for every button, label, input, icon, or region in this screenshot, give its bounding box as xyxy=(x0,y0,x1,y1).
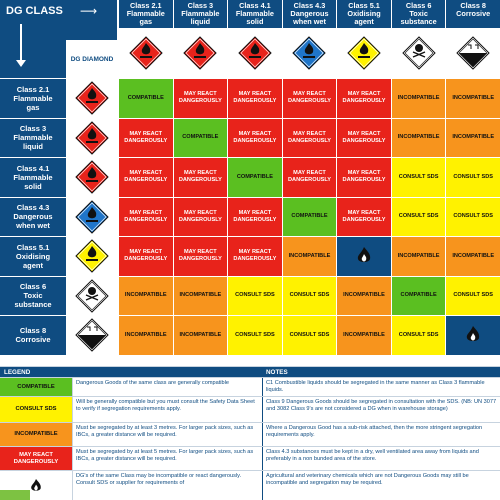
matrix-cell-label: MAY REACT DANGEROUSLY xyxy=(178,170,222,184)
row-placard xyxy=(66,79,118,118)
toxic-substance-placard-icon xyxy=(402,36,436,70)
matrix-cell xyxy=(118,118,173,158)
header-text-line: solid xyxy=(246,17,264,26)
matrix-cell xyxy=(173,236,228,276)
header-text-line: gas xyxy=(139,17,153,26)
matrix-cell xyxy=(227,197,282,237)
legend-row xyxy=(0,470,500,500)
toxic-substance-placard-icon xyxy=(75,279,109,313)
flame-icon xyxy=(355,246,373,266)
matrix-cell xyxy=(445,276,500,316)
matrix-cell-label: CONSULT SDS xyxy=(453,173,494,180)
column-title xyxy=(337,0,391,28)
legend-row xyxy=(0,422,500,446)
row-placard xyxy=(66,316,118,355)
matrix-cell-label: MAY REACT DANGEROUSLY xyxy=(124,170,168,184)
flame-icon xyxy=(29,478,43,494)
row-header xyxy=(0,118,118,158)
legend-heading: LEGEND xyxy=(4,369,31,376)
header-text-line: agent xyxy=(22,260,43,270)
matrix-cell-label: CONSULT SDS xyxy=(235,331,275,338)
row-title xyxy=(0,237,66,276)
flammable-solid-placard-icon xyxy=(75,160,109,194)
header-text-line: Class 5.1 xyxy=(348,1,380,10)
matrix-cell-label: INCOMPATIBLE xyxy=(124,292,167,299)
header-text-line: Class 5.1 xyxy=(16,242,50,252)
arrow-down-icon xyxy=(20,24,22,62)
matrix-cell xyxy=(118,197,173,237)
dg-class-heading: DG CLASS xyxy=(6,5,63,17)
matrix-cell xyxy=(173,315,228,355)
matrix-cell xyxy=(391,276,446,316)
matrix-cell xyxy=(391,78,446,118)
row-title xyxy=(0,79,66,118)
matrix-cell-label: INCOMPATIBLE xyxy=(452,252,495,259)
flammable-solid-placard-icon xyxy=(238,36,272,70)
header-text-line: Dangerous xyxy=(13,212,53,222)
matrix-cell-label: MAY REACT DANGEROUSLY xyxy=(178,209,222,223)
flame-icon xyxy=(464,325,482,345)
legend-note: Where a Dangerous Good has a sub-risk attached, then the more stringent segregation requirements apply. xyxy=(262,423,500,446)
footer-accent xyxy=(0,490,30,500)
header-text-line: Class 4.1 xyxy=(16,163,50,173)
matrix-cell xyxy=(336,78,391,118)
row-title-text xyxy=(16,243,50,270)
column-placard xyxy=(228,28,282,78)
matrix-cell xyxy=(227,157,282,197)
matrix-cell xyxy=(227,78,282,118)
matrix-cell-label: COMPATIBLE xyxy=(236,173,273,180)
matrix-cell xyxy=(173,276,228,316)
legend-row xyxy=(0,446,500,470)
header-text-line: liquid xyxy=(190,17,211,26)
header-text-line: Flammable xyxy=(13,172,53,182)
matrix-cell-label: CONSULT SDS xyxy=(398,331,439,338)
column-header xyxy=(445,0,500,78)
flammable-gas-placard-icon xyxy=(75,81,109,115)
row-header xyxy=(0,197,118,237)
matrix-cell xyxy=(227,236,282,276)
legend-key-label: CONSULT SDS xyxy=(15,406,57,412)
row-header xyxy=(0,276,118,316)
matrix-cell xyxy=(336,236,391,276)
dangerous-when-wet-placard-icon xyxy=(292,36,326,70)
header-text-line: Flammable xyxy=(235,9,274,18)
header-text-line: Class 6 xyxy=(405,1,432,10)
oxidising-agent-placard-icon xyxy=(347,36,381,70)
matrix-cell-label: COMPATIBLE xyxy=(182,134,219,141)
legend-note: Class 9 Dangerous Goods should be segregated in consultation with the SDS. (NB: UN 3077 and 3082 Class 9's are not considered a DG when in warehouse storage) xyxy=(262,397,500,422)
dangerous-when-wet-placard-icon xyxy=(75,200,109,234)
matrix-cell-label: CONSULT SDS xyxy=(398,173,439,180)
matrix-cell xyxy=(173,118,228,158)
header-text-line: Class 4.1 xyxy=(239,1,271,10)
matrix-cell-label: MAY REACT DANGEROUSLY xyxy=(287,91,331,105)
matrix-cell xyxy=(173,197,228,237)
header-text-line: liquid xyxy=(23,142,43,152)
matrix-cell-label: CONSULT SDS xyxy=(453,292,494,299)
header-text-line: Dangerous xyxy=(290,9,329,18)
matrix-cell xyxy=(391,118,446,158)
column-header xyxy=(336,0,391,78)
flammable-liquid-placard-icon xyxy=(183,36,217,70)
matrix-cell-label: INCOMPATIBLE xyxy=(452,94,495,101)
matrix-cell xyxy=(336,118,391,158)
matrix-cell xyxy=(445,315,500,355)
column-placard xyxy=(446,28,500,78)
matrix-cell-label: MAY REACT DANGEROUSLY xyxy=(124,249,168,263)
legend-key-label: INCOMPATIBLE xyxy=(14,431,58,437)
legend-key-label: MAY REACT DANGEROUSLY xyxy=(13,451,59,465)
matrix-cell xyxy=(118,78,173,118)
legend-key xyxy=(0,397,72,422)
row-placard xyxy=(66,119,118,158)
column-title xyxy=(283,0,337,28)
header-text-line: Flammable xyxy=(13,93,53,103)
matrix-cell xyxy=(336,157,391,197)
matrix-cell-label: MAY REACT DANGEROUSLY xyxy=(342,170,386,184)
column-placard xyxy=(392,28,446,78)
legend-key-label: COMPATIBLE xyxy=(17,383,55,390)
legend-description: Will be generally compatible but you must consult the Safety Data Sheet to verify if segregation requirements apply. xyxy=(72,397,260,422)
header-text-line: Class 2.1 xyxy=(129,1,162,10)
header-text-line: gas xyxy=(26,102,40,112)
matrix-cell-label: MAY REACT DANGEROUSLY xyxy=(287,130,331,144)
matrix-cell xyxy=(118,315,173,355)
row-title-text xyxy=(15,326,50,344)
matrix-cell-label: MAY REACT DANGEROUSLY xyxy=(233,130,277,144)
row-placard xyxy=(66,158,118,197)
matrix-cell xyxy=(391,197,446,237)
dg-diamond-heading: DG DIAMOND xyxy=(66,40,118,78)
matrix-cell xyxy=(282,315,337,355)
matrix-cell xyxy=(282,157,337,197)
header-text-line: Class 2.1 xyxy=(16,84,50,94)
legend-row xyxy=(0,377,500,396)
legend-description: DG's of the same Class may be incompatible or react dangerously. Consult SDS or supplier for requirements of xyxy=(72,471,260,500)
row-title-text xyxy=(14,282,51,309)
column-placard xyxy=(337,28,391,78)
legend-header-row xyxy=(0,366,500,377)
legend-description: Must be segregated by at least 3 metres. For larger pack sizes, such as IBCs, a greater distance will be required. xyxy=(72,423,260,446)
matrix-cell xyxy=(227,118,282,158)
matrix-cell-label: MAY REACT DANGEROUSLY xyxy=(342,130,386,144)
row-title-text xyxy=(13,124,52,151)
matrix-cell-label: MAY REACT DANGEROUSLY xyxy=(124,130,168,144)
header-text-line: Flammable xyxy=(181,9,220,18)
matrix-cell-label: MAY REACT DANGEROUSLY xyxy=(233,249,277,263)
legend-note: Agricultural and veterinary chemicals which are not Dangerous Goods may still be incompatible and segregation may be required. xyxy=(262,471,500,500)
matrix-cell-label: INCOMPATIBLE xyxy=(343,292,385,299)
matrix-cell xyxy=(173,157,228,197)
row-placard xyxy=(66,237,118,276)
matrix-cell xyxy=(282,236,337,276)
column-placard xyxy=(119,28,173,78)
header-text-line: Class 3 xyxy=(187,1,214,10)
row-header xyxy=(0,236,118,276)
matrix-cell-label: MAY REACT DANGEROUSLY xyxy=(287,170,331,184)
column-header xyxy=(282,0,337,78)
matrix-cell xyxy=(445,236,500,276)
oxidising-agent-placard-icon xyxy=(75,239,109,273)
header-text-line: Corrosive xyxy=(456,9,491,18)
flammable-liquid-placard-icon xyxy=(75,121,109,155)
row-title xyxy=(0,198,66,237)
legend-note: Class 4.3 substances must be kept in a dry, well ventilated area away from liquids and preferably in a non bunded area of the store. xyxy=(262,447,500,470)
legend-description: Must be segregated by at least 5 metres. For larger pack sizes, such as IBCs, a greater distance will be required. xyxy=(72,447,260,470)
matrix-cell xyxy=(445,118,500,158)
matrix-cell xyxy=(227,276,282,316)
legend-note: C1 Combustible liquids should be segregated in the same manner as Class 3 flammable liquids. xyxy=(262,378,500,396)
header-text-line: Oxidising xyxy=(347,9,381,18)
matrix-cell xyxy=(118,236,173,276)
header-text-line: Corrosive xyxy=(15,335,51,345)
matrix-cell xyxy=(173,78,228,118)
row-placard xyxy=(66,198,118,237)
corrosive-placard-icon xyxy=(75,318,109,352)
header-text-line: when wet xyxy=(16,221,50,231)
row-title xyxy=(0,158,66,197)
matrix-cell xyxy=(282,118,337,158)
header-text-line: Class 4.3 xyxy=(293,1,326,10)
row-placard xyxy=(66,277,118,316)
row-title xyxy=(0,277,66,316)
matrix-cell-label: CONSULT SDS xyxy=(235,292,275,299)
matrix-cell-label: INCOMPATIBLE xyxy=(124,331,167,338)
row-header xyxy=(0,315,118,355)
matrix-cell-label: COMPATIBLE xyxy=(400,292,437,299)
row-title xyxy=(0,316,66,355)
header-text-line: Flammable xyxy=(13,133,53,143)
matrix-cell-label: INCOMPATIBLE xyxy=(452,134,495,141)
matrix-cell xyxy=(391,315,446,355)
matrix-cell-label: CONSULT SDS xyxy=(289,331,330,338)
matrix-cell-label: MAY REACT DANGEROUSLY xyxy=(233,91,277,105)
row-title-text xyxy=(13,85,52,112)
matrix-cell xyxy=(336,276,391,316)
header-text-line: agent xyxy=(354,17,374,26)
header-text-line: Class 8 xyxy=(460,1,486,10)
matrix-cell-label: CONSULT SDS xyxy=(289,292,330,299)
header-text-line: Class 8 xyxy=(19,326,47,336)
legend-key xyxy=(0,378,72,396)
matrix-cell xyxy=(118,276,173,316)
legend-table xyxy=(0,366,500,500)
matrix-cell-label: MAY REACT DANGEROUSLY xyxy=(233,209,277,223)
header-text-line: Oxidising xyxy=(15,251,51,261)
matrix-cell-label: MAY REACT DANGEROUSLY xyxy=(342,209,386,223)
matrix-cell xyxy=(391,236,446,276)
matrix-cell xyxy=(282,78,337,118)
matrix-cell-label: INCOMPATIBLE xyxy=(397,252,440,259)
matrix-cell-label: INCOMPATIBLE xyxy=(288,252,331,259)
column-title xyxy=(174,0,228,28)
matrix-cell-label: COMPATIBLE xyxy=(291,213,328,220)
matrix-cell xyxy=(336,315,391,355)
matrix-cell-label: INCOMPATIBLE xyxy=(179,292,222,299)
header-text-line: substance xyxy=(400,17,437,26)
matrix-cell-label: INCOMPATIBLE xyxy=(179,331,222,338)
header-text-line: Toxic xyxy=(409,9,428,18)
column-title xyxy=(119,0,173,28)
matrix-cell-label: MAY REACT DANGEROUSLY xyxy=(178,91,222,105)
matrix-cell xyxy=(445,157,500,197)
column-placard xyxy=(174,28,228,78)
legend-key xyxy=(0,447,72,470)
matrix-cell xyxy=(118,157,173,197)
header-text-line: substance xyxy=(14,300,52,310)
matrix-cell xyxy=(391,157,446,197)
column-title xyxy=(446,0,500,28)
column-header xyxy=(173,0,228,78)
matrix-cell xyxy=(282,197,337,237)
legend-row xyxy=(0,396,500,422)
row-title xyxy=(0,119,66,158)
corrosive-placard-icon xyxy=(456,36,490,70)
column-header xyxy=(118,0,173,78)
row-header xyxy=(0,78,118,118)
column-placard xyxy=(283,28,337,78)
matrix-cell-label: INCOMPATIBLE xyxy=(343,331,385,338)
header-text-line: Flammable xyxy=(126,9,165,18)
row-header xyxy=(0,157,118,197)
column-title xyxy=(392,0,446,28)
header-text-line: Class 6 xyxy=(19,282,47,292)
flammable-gas-placard-icon xyxy=(129,36,163,70)
matrix-cell-label: CONSULT SDS xyxy=(398,213,439,220)
matrix-cell-label: CONSULT SDS xyxy=(453,213,494,220)
matrix-cell xyxy=(227,315,282,355)
matrix-cell xyxy=(445,78,500,118)
header-text-line: when wet xyxy=(293,17,326,26)
row-title-text xyxy=(13,164,52,191)
matrix-cell xyxy=(282,276,337,316)
column-header xyxy=(227,0,282,78)
legend-description: Dangerous Goods of the same class are generally compatible xyxy=(72,378,260,396)
column-header xyxy=(391,0,446,78)
matrix-cell-label: COMPATIBLE xyxy=(127,94,164,101)
notes-heading: NOTES xyxy=(266,369,288,376)
header-text-line: Class 4.3 xyxy=(16,203,50,213)
row-title-text xyxy=(13,203,52,230)
legend-key xyxy=(0,423,72,446)
matrix-cell-label: MAY REACT DANGEROUSLY xyxy=(124,209,168,223)
matrix-cell-label: INCOMPATIBLE xyxy=(397,94,440,101)
column-title xyxy=(228,0,282,28)
matrix-cell-label: INCOMPATIBLE xyxy=(397,134,440,141)
header-text-line: Class 3 xyxy=(19,124,47,134)
matrix-cell xyxy=(445,197,500,237)
matrix-cell xyxy=(336,197,391,237)
matrix-corner xyxy=(0,0,118,78)
arrow-right-icon: ⟶ xyxy=(80,4,98,18)
matrix-cell-label: MAY REACT DANGEROUSLY xyxy=(178,249,222,263)
matrix-cell-label: MAY REACT DANGEROUSLY xyxy=(342,91,386,105)
header-text-line: solid xyxy=(24,181,42,191)
header-text-line: Toxic xyxy=(23,291,43,301)
